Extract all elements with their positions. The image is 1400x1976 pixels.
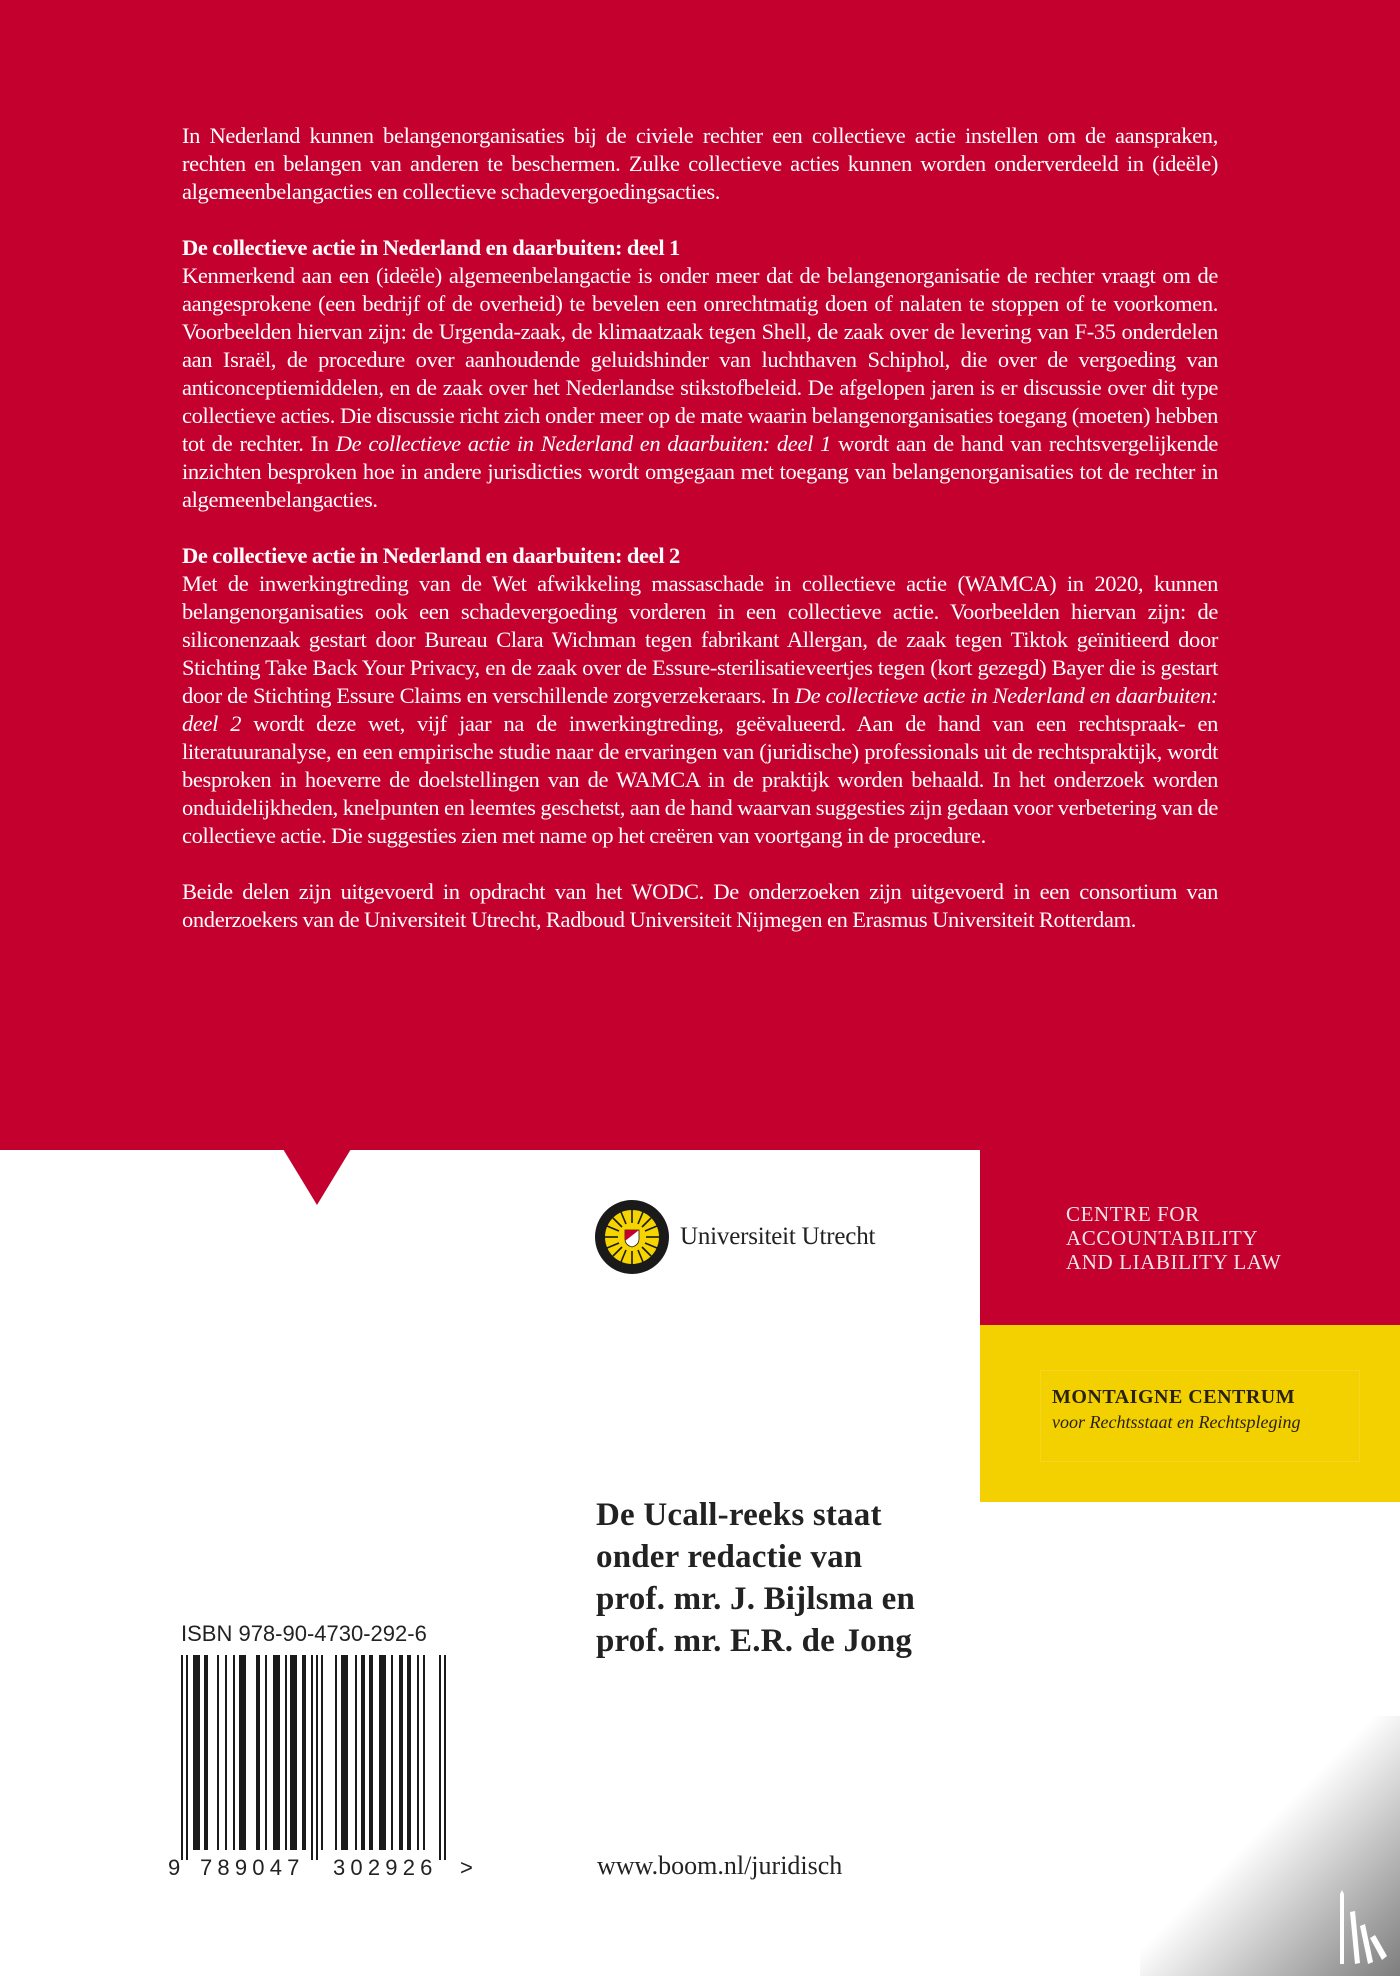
universiteit-utrecht-name: Universiteit Utrecht bbox=[680, 1223, 876, 1250]
series-editors bbox=[596, 1494, 915, 1662]
part2-text-a: Met de inwerkingtreding van de Wet afwikkeling massaschade in collectieve actie (WAMCA) in 2020, kunnen belangenorganisaties ook een schadevergoeding vorderen in een collectieve actie. Voorbeelden hiervan zijn: de siliconenzaak gestart door Bureau Clara Wichman tegen fabrikant Allergan, de zaak tegen Tiktok geïnitieerd door Stichting Take Back Your Privacy, en de zaak over de Essure-sterilisatieveertjes tegen (kort gezegd) Bayer die is gestart door de Stichting Essure Claims en verschillende zorgverzekeraars. In bbox=[182, 571, 1218, 708]
universiteit-utrecht-logo bbox=[594, 1199, 875, 1275]
barcode-digits-right: 302926 bbox=[333, 1855, 438, 1880]
part1-text-b: wordt aan de hand van rechtsvergelijkende inzichten besproken hoe in andere jurisdicties wordt omgegaan met toegang van belangenorganisaties tot de rechter in algemeenbelangacties. bbox=[182, 431, 1218, 512]
montaigne-title: MONTAIGNE CENTRUM bbox=[1052, 1386, 1296, 1408]
intro-paragraph: In Nederland kunnen belangenorganisaties bij de civiele rechter een collectieve actie instellen om de aanspraken, rechten en belangen van anderen te beschermen. Zulke collectieve acties kunnen worden onderverdeeld in (ideële) algemeenbelangacties en collectieve schadevergoedingsacties. bbox=[182, 123, 1218, 204]
barcode-icon bbox=[181, 1655, 451, 1860]
barcode-digits bbox=[160, 1855, 480, 1885]
part1-heading: De collectieve actie in Nederland en daarbuiten: deel 1 bbox=[182, 235, 680, 260]
part1-text-a: Kenmerkend aan een (ideële) algemeenbelangactie is onder meer dat de belangenorganisatie de rechter vraagt om de aangesprokene (een bedrijf of de overheid) te bevelen een onrechtmatig doen of nalaten te stoppen of te voorkomen. Voorbeelden hiervan zijn: de Urgenda-zaak, de klimaatzaak tegen Shell, de zaak over de levering van F-35 onderdelen aan Israël, de procedure over aanhoudende geluidshinder van luchthaven Schiphol, die over de vergoeding van anticonceptiemiddelen, en de zaak over het Nederlandse stikstofbeleid. De afgelopen jaren is er discussie over dit type collectieve acties. Die discussie richt zich onder meer op de mate waarin belangenorganisaties toegang (moeten) hebben tot de rechter. In bbox=[182, 263, 1218, 456]
montaigne-logo-block bbox=[980, 1325, 1400, 1502]
ucall-logo-block bbox=[980, 1150, 1400, 1325]
montaigne-subtitle: voor Rechtsstaat en Rechtspleging bbox=[1052, 1412, 1301, 1432]
publisher-website: www.boom.nl/juridisch bbox=[597, 1851, 843, 1880]
ucall-line: AND LIABILITY LAW bbox=[1066, 1250, 1282, 1274]
barcode-digit-lead: 9 bbox=[168, 1855, 186, 1880]
barcode-digits-left: 789047 bbox=[200, 1855, 305, 1880]
editors-line: prof. mr. J. Bijlsma en bbox=[596, 1581, 916, 1617]
closing-paragraph: Beide delen zijn uitgevoerd in opdracht van het WODC. De onderzoeken zijn uitgevoerd in een consortium van onderzoekers van de Universiteit Utrecht, Radboud Universiteit Nijmegen en Erasmus Universiteit Rotterdam. bbox=[182, 879, 1218, 932]
part2-text-b: wordt deze wet, vijf jaar na de inwerkingtreding, geëvalueerd. Aan de hand van een rechtspraak- en literatuuranalyse, en een empirische studie naar de ervaringen van (juridische) professionals uit de rechtspraktijk, wordt besproken in hoeverre de doelstellingen van de WAMCA in de praktijk worden behaald. In het onderzoek worden onduidelijkheden, knelpunten en leemtes geschetst, aan de hand waarvan suggesties zijn gedaan voor verbetering van de collectieve actie. Die suggesties zien met name op het creëren van voortgang in de procedure. bbox=[182, 711, 1219, 848]
corner-gradient bbox=[1140, 1716, 1400, 1976]
editors-line: De Ucall-reeks staat bbox=[596, 1497, 882, 1533]
ucall-line: CENTRE FOR bbox=[1066, 1202, 1200, 1226]
editors-line: prof. mr. E.R. de Jong bbox=[596, 1623, 913, 1659]
part2-heading: De collectieve actie in Nederland en daarbuiten: deel 2 bbox=[182, 543, 680, 568]
part1-title-italic: De collectieve actie in Nederland en daarbuiten: deel 1 bbox=[335, 431, 831, 456]
barcode-quiet-zone-marker: > bbox=[460, 1855, 479, 1880]
ucall-line: ACCOUNTABILITY bbox=[1066, 1226, 1259, 1250]
back-cover-blurb bbox=[182, 122, 1218, 962]
part1-section bbox=[182, 234, 1218, 514]
isbn-label: ISBN 978-90-4730-292-6 bbox=[181, 1621, 427, 1646]
red-triangle-notch bbox=[283, 1149, 351, 1205]
part2-section bbox=[182, 542, 1218, 850]
part2-title-italic: De collectieve actie in Nederland en daarbuiten: deel 2 bbox=[182, 683, 1218, 736]
ucall-name bbox=[1066, 1202, 1281, 1274]
sun-seal-icon bbox=[594, 1199, 670, 1275]
editors-line: onder redactie van bbox=[596, 1539, 863, 1575]
boom-books-icon bbox=[1330, 1886, 1390, 1966]
